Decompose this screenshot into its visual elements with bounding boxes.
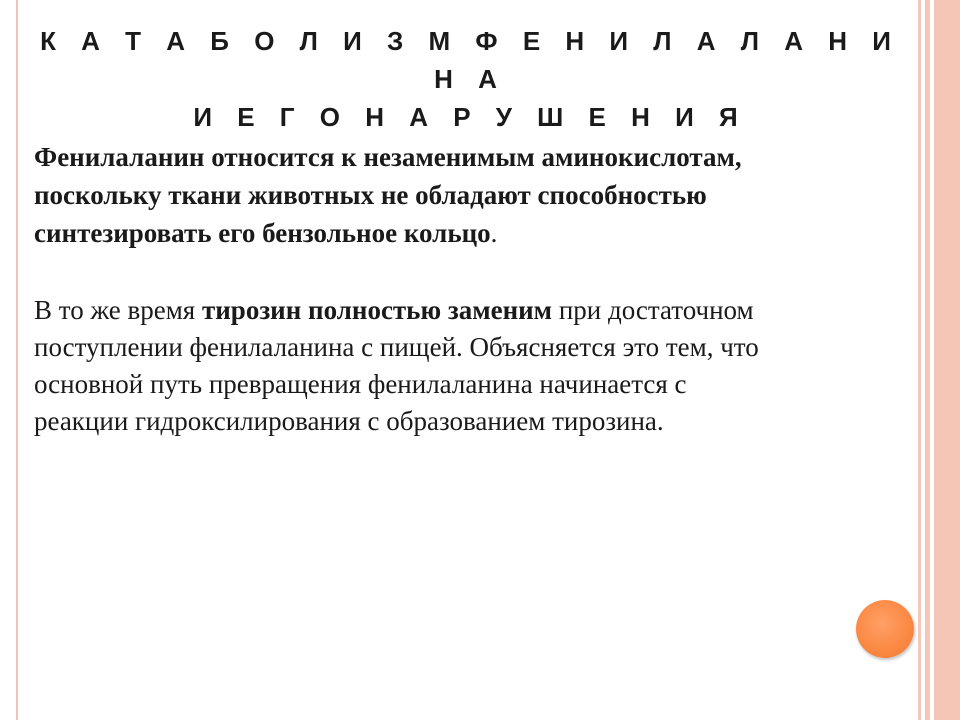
paragraph-2-line-1-rest: при достаточном (552, 295, 754, 325)
paragraph-2-line-1 (34, 292, 894, 329)
paragraph-2-line-4: реакции гидроксилирования с образованием тирозина. (34, 406, 664, 436)
left-border-line (16, 0, 18, 720)
title-line-1: К А Т А Б О Л И З М Ф Е Н И Л А Л А Н И Н А (40, 26, 900, 94)
right-border-band (934, 0, 960, 720)
decorative-orange-circle (856, 600, 914, 658)
paragraph-1-period: . (490, 218, 498, 248)
paragraph-2-bold-phrase: тирозин полностью заменим (201, 295, 553, 325)
paragraph-2-line-2: поступлении фенилаланина с пищей. Объясняется это тем, что (34, 332, 759, 362)
paragraph-1-line-3 (34, 214, 894, 252)
paragraph-1-line-2: поскольку ткани животных не обладают способностью (34, 180, 707, 210)
paragraph-1-line-1: Фенилаланин относится к незаменимым аминокислотам, (34, 142, 742, 172)
paragraph-2-line-3: основной путь превращения фенилаланина начинается с (34, 369, 687, 399)
paragraph-2-prefix: В то же время (34, 295, 202, 325)
paragraph-1-line-3-bold: синтезировать его бензольное кольцо (34, 218, 491, 248)
right-border-stripe (925, 0, 930, 720)
paragraph-2 (34, 292, 894, 440)
right-border-stripe (918, 0, 921, 720)
slide-title (40, 22, 900, 136)
paragraph-1 (34, 138, 894, 252)
title-line-2: И Е Г О Н А Р У Ш Е Н И Я (193, 102, 747, 132)
